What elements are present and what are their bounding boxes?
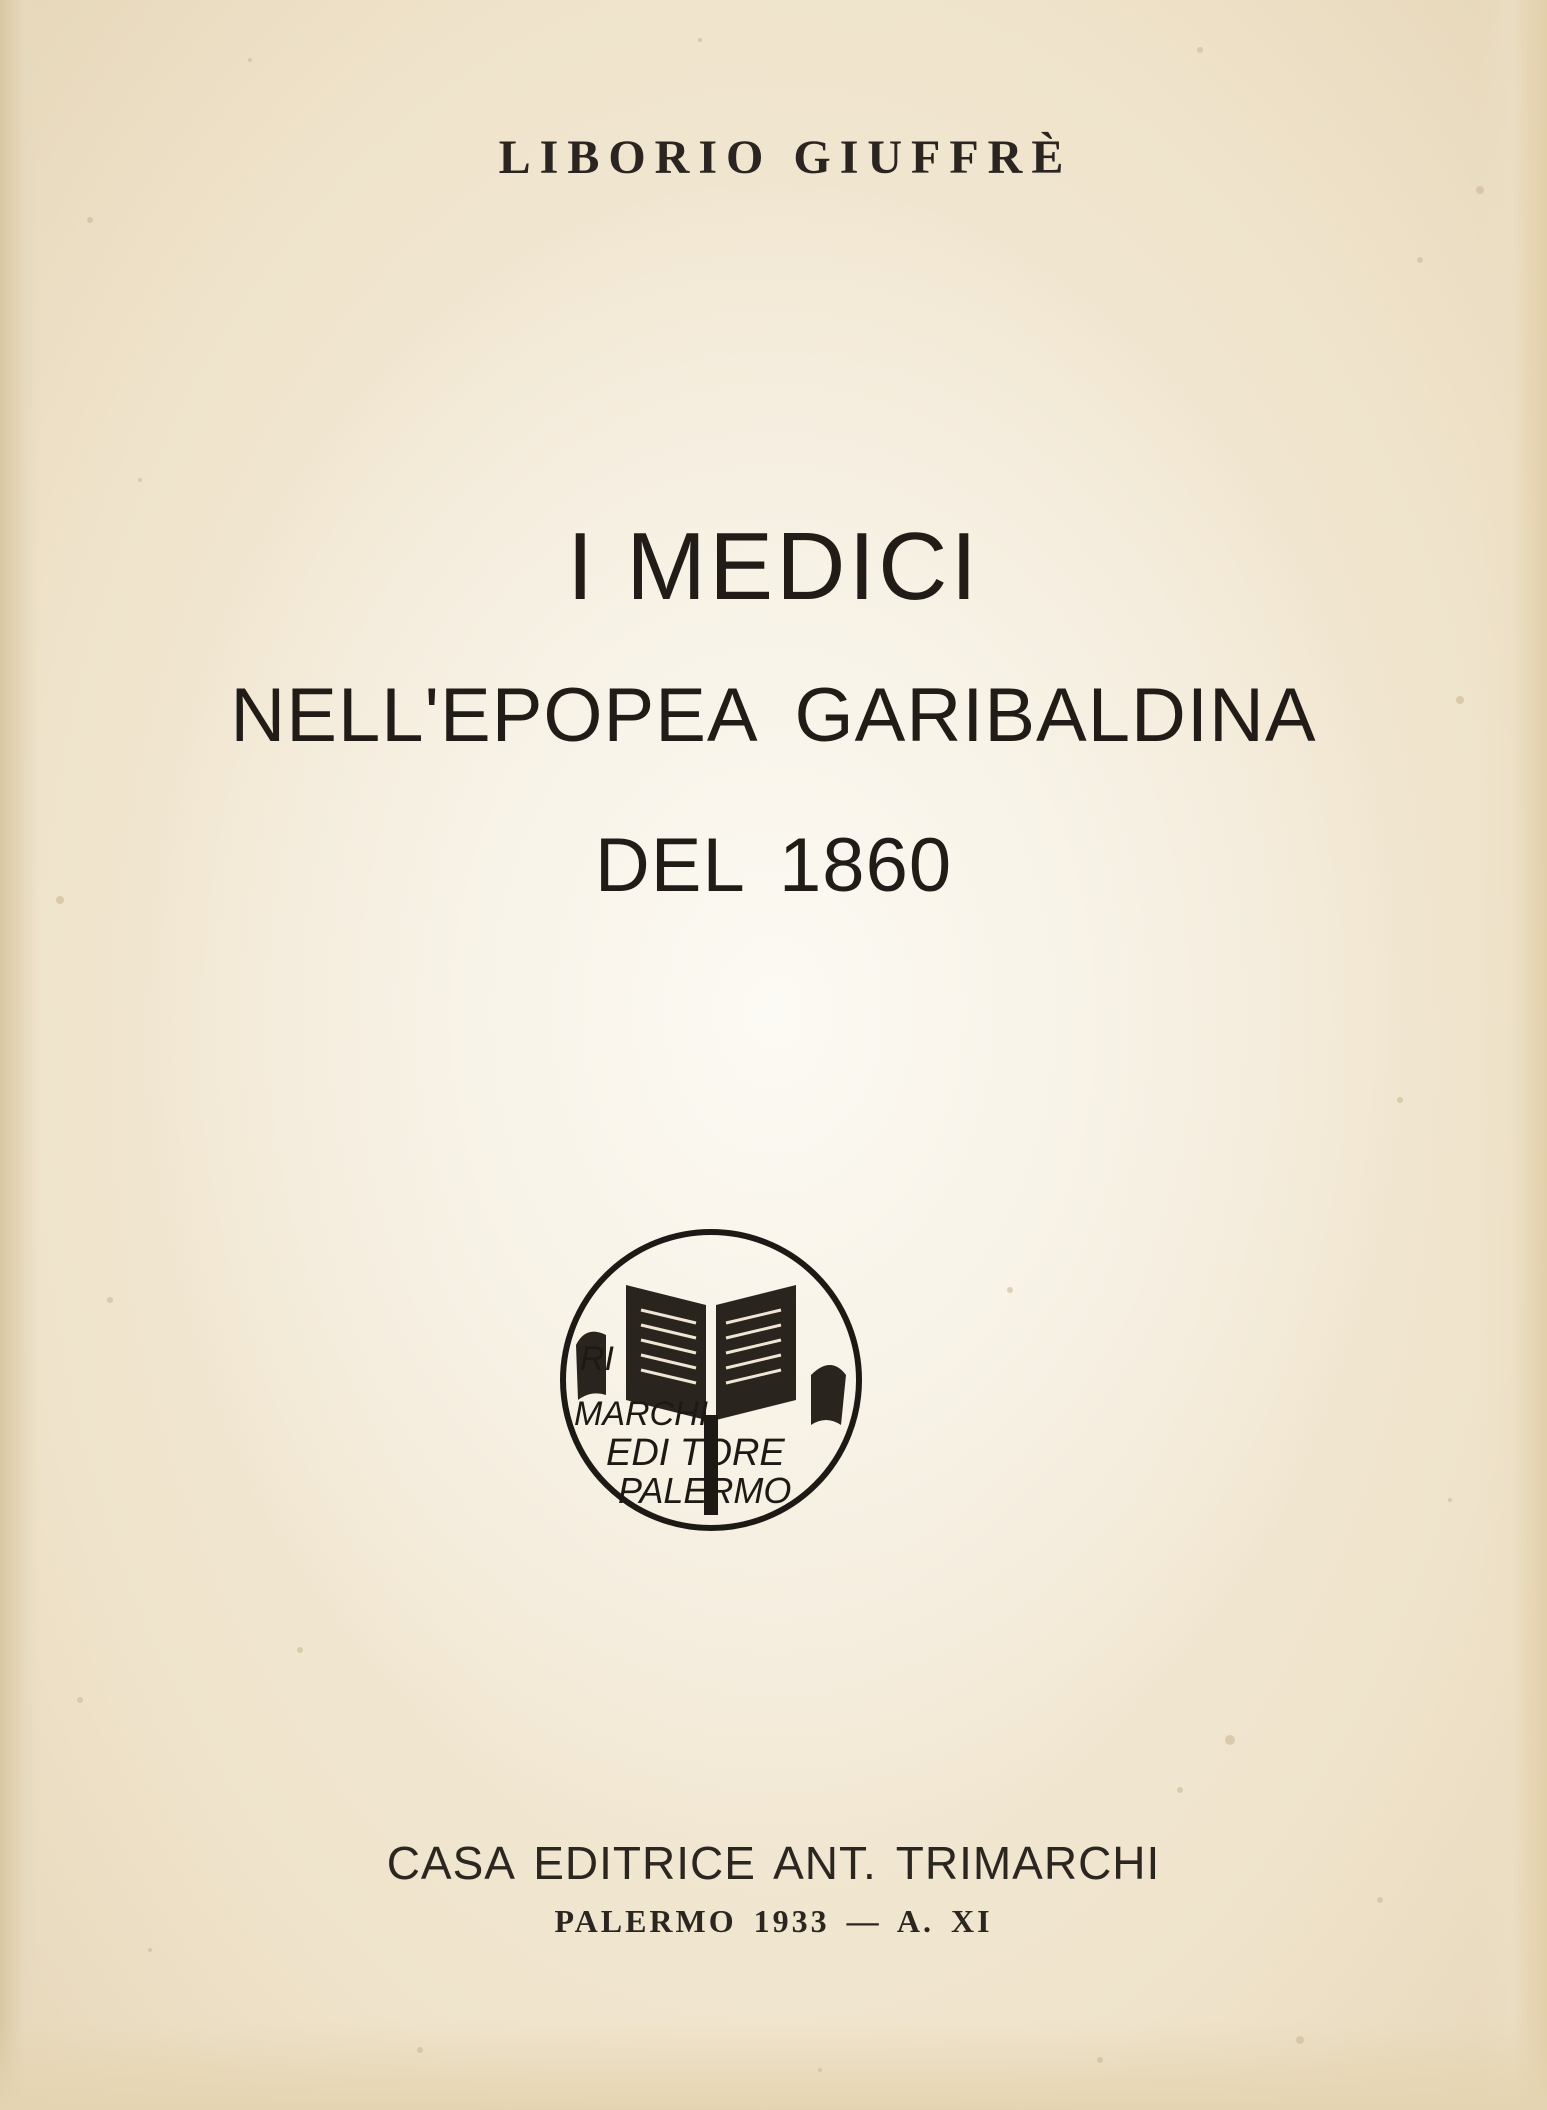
title-line-1: I MEDICI <box>566 513 981 620</box>
publisher-name: CASA EDITRICE ANT. TRIMARCHI <box>386 1837 1161 1889</box>
title-line-2: NELL'EPOPEA GARIBALDINA <box>230 673 1317 758</box>
publisher-seal-icon <box>556 1225 866 1535</box>
seal-text-3: EDI TORE <box>606 1432 785 1474</box>
seal-text-2: MARCHI <box>574 1395 709 1433</box>
seal-text-1: RI <box>580 1340 614 1378</box>
place-and-year: PALERMO 1933 — A. XI <box>554 1903 993 1939</box>
author-name: LIBORIO GIUFFRÈ <box>498 131 1073 184</box>
seal-text-4: PALERMO <box>618 1470 792 1511</box>
title-line-3: DEL 1860 <box>594 823 953 908</box>
